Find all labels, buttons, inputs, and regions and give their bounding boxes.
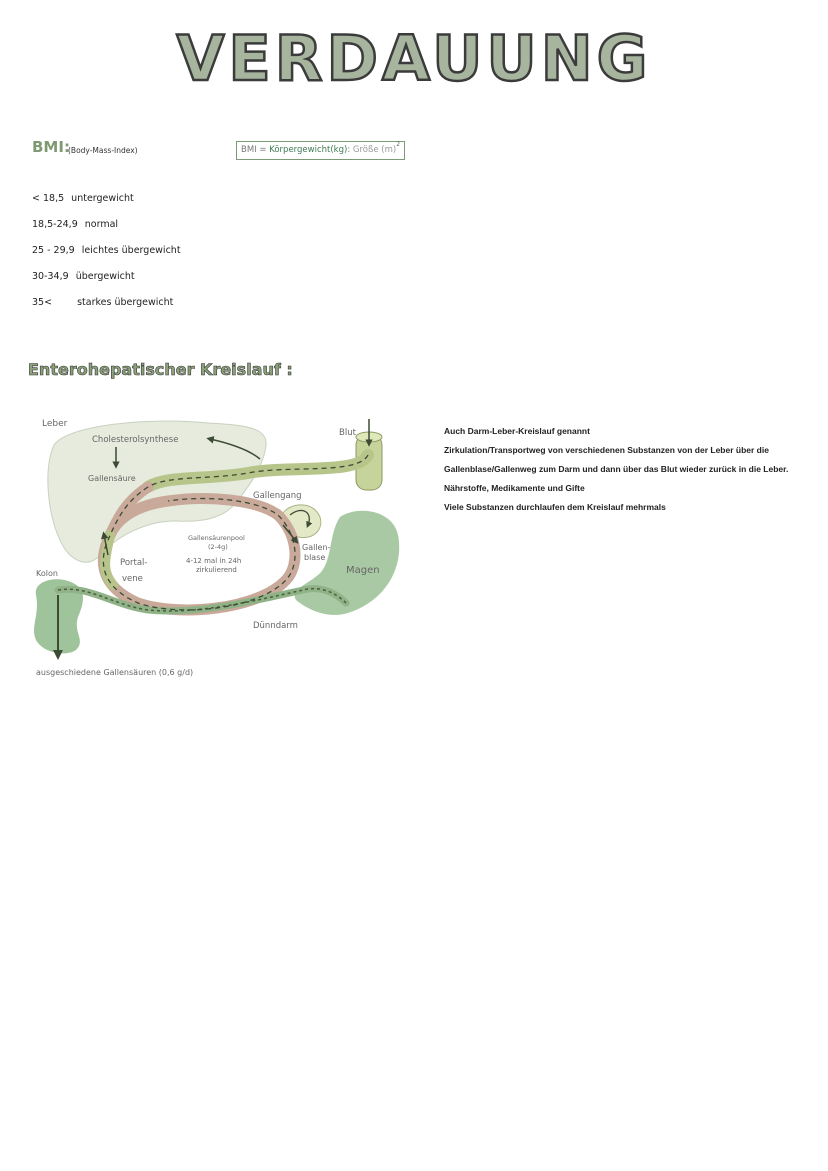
label-leber: Leber xyxy=(42,419,68,429)
label-pool-4: zirkulierend xyxy=(196,566,237,574)
bmi-category-label: untergewicht xyxy=(71,193,134,204)
formula-colon: : xyxy=(347,145,351,155)
label-magen: Magen xyxy=(346,565,380,576)
notes-block xyxy=(444,422,788,517)
bmi-formula-box xyxy=(236,141,405,160)
bmi-range: 25 - 29,9 xyxy=(32,245,75,256)
label-kolon: Kolon xyxy=(36,569,58,578)
formula-exponent: 2 xyxy=(396,141,401,148)
label-gallenblase-2: blase xyxy=(304,553,326,562)
formula-height: Größe (m) xyxy=(352,145,397,155)
note-line: Gallenblase/Gallenweg zum Darm und dann über das Blut wieder zurück in die Leber. xyxy=(444,464,789,474)
note-line: Zirkulation/Transportweg von verschiedenen Substanzen von der Leber über die xyxy=(444,445,769,455)
bmi-category-row xyxy=(32,245,181,256)
bmi-category-label: normal xyxy=(84,219,119,230)
section-title: Enterohepatischer Kreislauf : xyxy=(28,360,293,379)
bmi-range: 35< xyxy=(32,297,53,308)
label-gallengang: Gallengang xyxy=(253,491,302,501)
label-pool-2: (2-4g) xyxy=(208,543,228,551)
note-line: Viele Substanzen durchlaufen dem Kreislauf mehrmals xyxy=(444,502,666,512)
label-portal-1: Portal- xyxy=(120,558,148,568)
enterohepatic-circulation-diagram xyxy=(28,405,408,690)
circulation-loop-inner xyxy=(105,535,113,585)
bmi-range: 30-34,9 xyxy=(32,271,69,282)
label-ausgeschieden: ausgeschiedene Gallensäuren (0,6 g/d) xyxy=(36,668,194,677)
label-portal-2: vene xyxy=(122,574,143,584)
bmi-subtitle: (Body-Mass-Index) xyxy=(68,146,138,155)
page-title: VERDAUUNG xyxy=(176,22,652,95)
bmi-category-label: übergewicht xyxy=(75,271,135,282)
note-line: Auch Darm-Leber-Kreislauf genannt xyxy=(444,426,590,436)
bmi-category-row xyxy=(32,219,118,230)
bmi-range: 18,5-24,9 xyxy=(32,219,78,230)
label-blut: Blut xyxy=(339,428,356,438)
label-duenndarm: Dünndarm xyxy=(253,621,298,631)
bmi-heading: BMI: xyxy=(32,138,70,156)
bmi-category-label: leichtes übergewicht xyxy=(81,245,181,256)
bmi-category-row xyxy=(32,193,134,204)
formula-weight: Körpergewicht(kg) xyxy=(269,145,348,155)
label-gallensaeure: Gallensäure xyxy=(88,474,136,483)
bmi-range: < 18,5 xyxy=(32,193,65,204)
formula-left: BMI = xyxy=(241,145,267,155)
note-line: Nährstoffe, Medikamente und Gifte xyxy=(444,483,585,493)
label-cholesterolsynthese: Cholesterolsynthese xyxy=(92,435,179,445)
label-pool-1: Gallensäurenpool xyxy=(188,534,245,542)
label-gallenblase-1: Gallen- xyxy=(302,543,331,552)
bmi-category-row xyxy=(32,271,135,282)
bmi-category-label: starkes übergewicht xyxy=(77,297,174,308)
bmi-category-row xyxy=(32,297,173,308)
label-pool-3: 4-12 mal in 24h xyxy=(186,557,242,565)
